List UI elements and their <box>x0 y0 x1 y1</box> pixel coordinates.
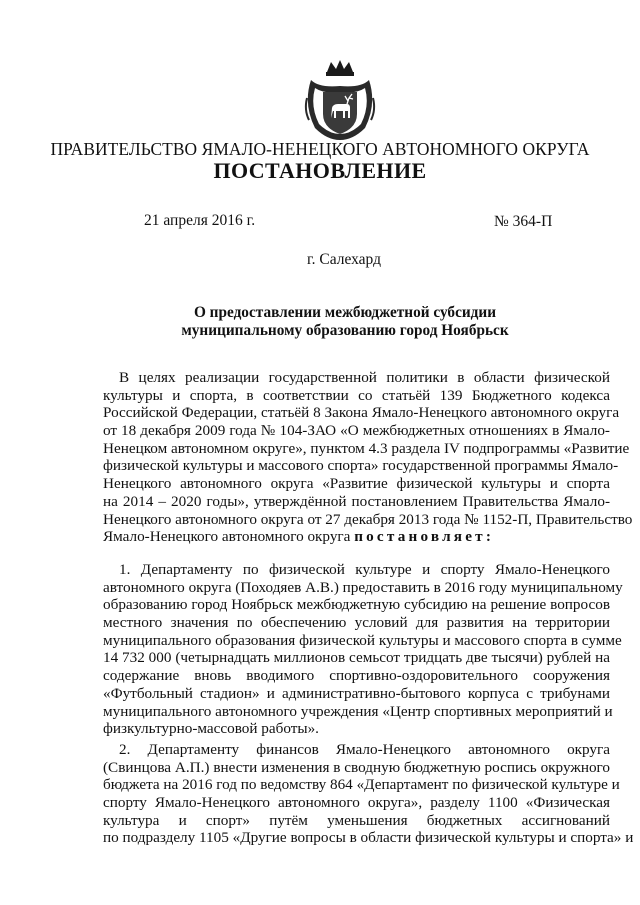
text-line: физической культуры и массового спорта» государственной программы Ямало- <box>103 457 619 475</box>
decides-keyword: постановляет: <box>354 528 495 546</box>
preamble-paragraph <box>103 369 633 546</box>
text-line: образованию город Ноябрьск межбюджетную субсидию на решение вопросов <box>103 596 610 614</box>
text-line-last <box>103 528 610 546</box>
text-line-start: Ямало-Ненецкого автономного округа <box>103 528 351 546</box>
text-line: культуры и спорта, в соответствии со статьёй 139 Бюджетного кодекса <box>103 386 610 404</box>
document-number: № 364-П <box>494 213 553 230</box>
document-date: 21 апреля 2016 г. <box>144 212 256 229</box>
item-1-paragraph <box>103 561 623 738</box>
item-2-paragraph <box>103 741 634 847</box>
text-line: культура и спорт» путём уменьшения бюджетных ассигнований <box>103 811 610 829</box>
text-line: 1. Департаменту по физической культуре и спорту Ямало-Ненецкого <box>119 561 610 578</box>
text-line: 14 732 000 (четырнадцать миллионов семьсот тридцать две тысячи) рублей на <box>103 649 610 667</box>
text-line: на 2014 – 2020 годы», утверждённой постановлением Правительства Ямало- <box>103 492 610 510</box>
document-city: г. Салехард <box>307 251 381 268</box>
subject-line: муниципальному образованию город Ноябрьск <box>181 322 509 339</box>
text-line: местного значения по обеспечению условий для развития на территории <box>103 614 610 632</box>
text-line: от 18 декабря 2009 года № 104-ЗАО «О межбюджетных отношениях в Ямало- <box>103 422 610 440</box>
text-line: содержание вновь вводимого спортивно-оздоровительного сооружения <box>103 667 610 685</box>
subject-line: О предоставлении межбюджетной субсидии <box>193 304 497 321</box>
text-line: муниципального автономного учреждения «Центр спортивных мероприятий и <box>103 702 613 720</box>
text-line: Ненецкого автономного округа от 27 декабря 2013 года № 1152-П, Правительство <box>103 510 633 528</box>
text-line: физкультурно-массовой работы». <box>103 720 319 738</box>
text-line: 2. Департаменту финансов Ямало-Ненецкого автономного округа <box>119 741 610 758</box>
text-line: бюджета на 2016 год по ведомству 864 «Департамент по физической культуре и <box>103 776 620 794</box>
text-line: муниципального образования физической культуры и массового спорта в сумме <box>103 631 622 649</box>
text-line: спорту Ямало-Ненецкого автономного округа», разделу 1100 «Физическая <box>103 794 610 812</box>
document-type-title: ПОСТАНОВЛЕНИЕ <box>213 158 427 183</box>
text-line: В целях реализации государственной политики в области физической <box>119 369 610 386</box>
text-line: автономного округа (Походяев А.В.) предоставить в 2016 году муниципальному <box>103 578 623 596</box>
text-line: Ненецком автономном округе», пунктом 4.3 раздела IV подпрограммы «Развитие <box>103 439 630 457</box>
text-line: Российской Федерации, статьёй 8 Закона Ямало-Ненецкого автономного округа <box>103 404 620 422</box>
document-subject <box>0 304 640 340</box>
coat-of-arms-emblem-icon <box>301 58 379 142</box>
text-line: по подразделу 1105 «Другие вопросы в области физической культуры и спорта» и <box>103 829 634 847</box>
government-title: ПРАВИТЕЛЬСТВО ЯМАЛО-НЕНЕЦКОГО АВТОНОМНОГО ОКРУГА <box>50 139 590 159</box>
text-line: Ненецкого автономного округа «Развитие физической культуры и спорта <box>103 475 610 493</box>
text-line: «Футбольный стадион» и административно-бытового корпуса с трибунами <box>103 684 610 702</box>
text-line: (Свинцова А.П.) внести изменения в сводную бюджетную роспись окружного <box>103 758 610 776</box>
